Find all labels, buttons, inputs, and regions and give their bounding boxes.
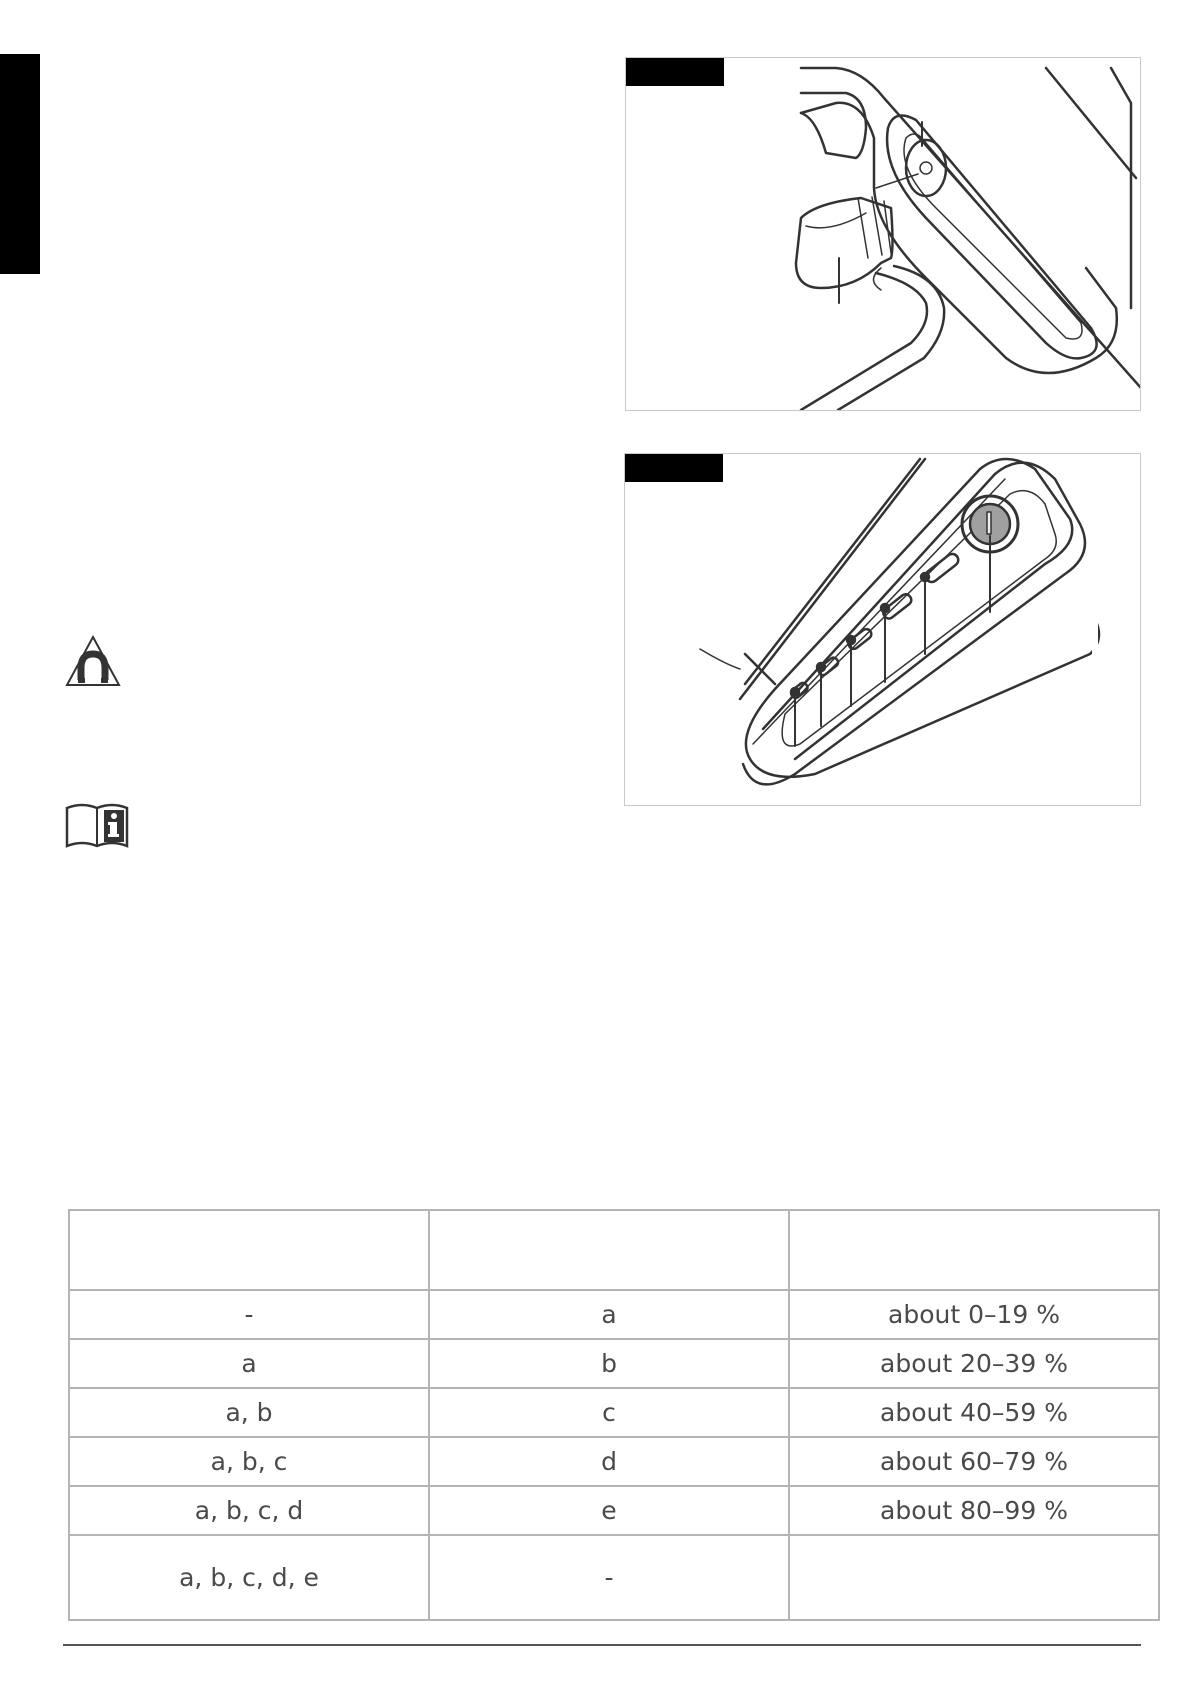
flashing-led-cell: c — [429, 1388, 789, 1437]
flashing-led-cell: d — [429, 1437, 789, 1486]
footer-divider — [63, 1644, 1141, 1646]
charge-level-cell: about 20–39 % — [789, 1339, 1159, 1388]
table-header-row — [69, 1210, 1159, 1290]
table-row — [69, 1388, 1159, 1437]
lit-leds-cell: a, b — [69, 1388, 429, 1437]
lit-leds-cell: a, b, c — [69, 1437, 429, 1486]
flashing-led-cell: b — [429, 1339, 789, 1388]
figure-charge-indicator — [624, 453, 1141, 806]
table-row — [69, 1486, 1159, 1535]
flashing-led-cell: a — [429, 1290, 789, 1339]
lit-leds-cell: a, b, c, d, e — [69, 1535, 429, 1620]
lit-leds-cell: a, b, c, d — [69, 1486, 429, 1535]
lit-leds-cell: - — [69, 1290, 429, 1339]
flashing-led-cell: - — [429, 1535, 789, 1620]
table-row — [69, 1290, 1159, 1339]
figure-label-box — [626, 58, 724, 86]
charge-level-cell — [789, 1535, 1159, 1620]
charge-level-cell: about 60–79 % — [789, 1437, 1159, 1486]
charge-level-table — [68, 1209, 1160, 1621]
side-language-tab — [0, 54, 40, 274]
table-header-cell — [429, 1210, 789, 1290]
table-header-cell — [69, 1210, 429, 1290]
read-manual-info-icon — [64, 802, 130, 850]
table-row — [69, 1535, 1159, 1620]
table-row — [69, 1339, 1159, 1388]
charge-level-cell: about 0–19 % — [789, 1290, 1159, 1339]
flashing-led-cell: e — [429, 1486, 789, 1535]
table-row — [69, 1437, 1159, 1486]
magnet-warning-icon — [64, 634, 122, 688]
charge-level-cell: about 40–59 % — [789, 1388, 1159, 1437]
table-header-cell — [789, 1210, 1159, 1290]
lit-leds-cell: a — [69, 1339, 429, 1388]
charge-level-cell: about 80–99 % — [789, 1486, 1159, 1535]
figure-connector-plug — [625, 57, 1141, 411]
indicator-illustration — [625, 454, 1140, 805]
figure-label-box — [625, 454, 723, 482]
connector-illustration — [626, 58, 1140, 410]
